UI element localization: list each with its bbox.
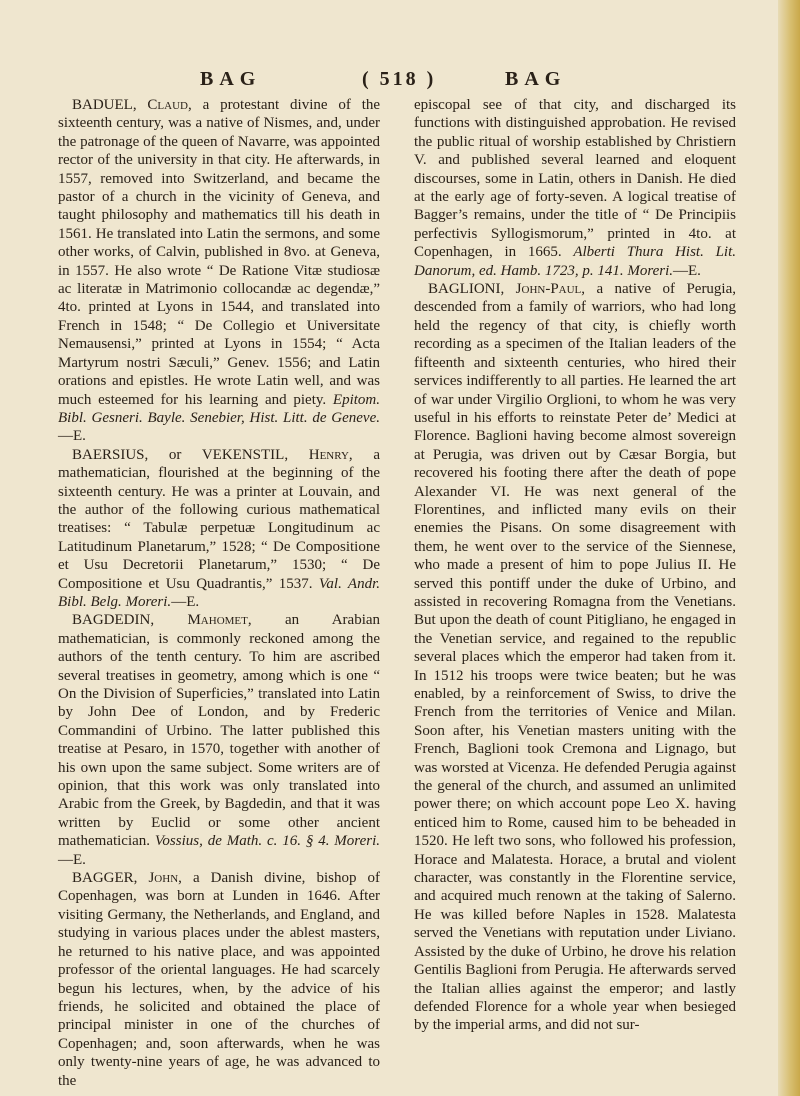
entry-references: Val. Andr. Bibl. Belg. Moreri. xyxy=(58,575,381,610)
left-column xyxy=(58,96,380,1090)
entry-given-name: Henry, xyxy=(308,446,353,463)
entry-baduel xyxy=(58,96,380,446)
entry-baersius xyxy=(58,446,380,612)
entry-given-name: John-Paul, xyxy=(515,281,586,298)
entry-given-name: Claud, xyxy=(147,97,192,113)
page-gilt-edge xyxy=(778,0,800,1096)
entry-text: a protestant divine of the sixteenth century, was a native of Nismes, and, under the patronage of the queen of Navarre, was appointed rector of the university in that city. He afterwards, in 1557, removed into Switzerland, and became the pastor of a church in the vicinity of Geneva, and taught philosophy and mathematics till his death in 1561. He translated into Latin the sermons, and some other works, of Calvin, published in 8vo. at Geneva, in 1557. He also wrote “ De Ratione Vitæ studiosæ ac literatæ in Matrimonio collocandæ ac degendæ,” 4to. printed at Lyons in 1544, and translated into French in 1548; “ De Collegio et Universitate Nemausensi,” printed at Lyons in 1554; “ Acta Martyrum nostri Sæculi,” Genev. 1556; and Latin orations and epistles. He wrote Latin well, and was much esteemed for his learning and piety. xyxy=(58,97,381,408)
running-header xyxy=(0,68,778,92)
entry-name: BAGGER, xyxy=(72,870,138,887)
right-column xyxy=(414,96,736,1035)
entry-text: a native of Perugia, descended from a family of warriors, who had long held the regency of that city, is chiefly worth recording as a specimen of the Italian leaders of the fifteenth and sixteenth centuries, who hired their services indifferently to all parties. He learned the art of war under Virgilio Orglioni, to whom he was very useful in his efforts to reinstate Peter de’ Medici at Florence. Baglioni having become almost sovereign at Perugia, was driven out by Cæsar Borgia, but recovered his footing there after the death of pope Alexander VI. He was next general of the Florentines, and inflicted many evils on their enemies the Pisans. On some disagreement with them, he went over to the service of the Siennese, who made a present of him to pope Julius II. He served this pontiff under the duke of Urbino, and assisted in recovering Romagna from the Venetians. But upon the death of count Pitigliano, he engaged in the Venetian service, and regained to the republic several places which the emperor had taken from it. In 1512 his troops were twice beaten; but he was enabled, by a reinforcement of Swiss, to drive the French from the territories of Venice and Milan. Soon after, his Venetian masters uniting with the French, Baglioni took Cremona and Lignago, but was worsted at Vicenza. He defended Perugia against the general of the church, and assumed an unlimited power there; on which account pope Leo X. having enticed him to Rome, caused him to be beheaded in 1520. He left two sons, who followed his profession, Horace and Malatesta. Horace, a brutal and violent character, was constantly in the Florentine service, and acquired much renown at the taking of Salerno. He was killed before Naples in 1528. Malatesta served the Venetians with reputation under Liviano. Assisted by the duke of Urbino, he drove his relation Gentilis Baglioni from Perugia. He afterwards served the Italian allies against the emperor; and lastly defended Florence for a whole year when besieged by the imperial arms, and did not sur- xyxy=(414,281,737,1034)
entry-text: an Arabian mathematician, is commonly reckoned among the authors of the tenth century. To him are ascribed several treatises in geometry, among which is one “ On the Division of Superficies,” translated into Latin by John Dee of London, and by Frederic Commandini of Urbino. The latter published this treatise at Pesaro, in 1570, together with another of his own upon the same subject. Some writers are of opinion, that this work was only translated into Arabic from the Greek, by Bagdedin, and that it was written by Euclid or some other ancient mathematician. xyxy=(58,612,381,850)
entry-given-name: Mahomet, xyxy=(187,612,252,629)
entry-name: BADUEL, xyxy=(72,97,137,113)
entry-bagger xyxy=(58,869,380,1090)
entry-references: Alberti Thura Hist. Lit. Danorum, ed. Hamb. 1723, p. 141. Moreri. xyxy=(414,244,736,279)
entry-signature: —E. xyxy=(171,593,200,610)
entry-references: Vossius, de Math. c. 16. § 4. Moreri. xyxy=(154,833,380,850)
entry-name: BAERSIUS, or VEKENSTIL, xyxy=(72,446,289,463)
page-number: ( 518 ) xyxy=(362,68,437,90)
header-right: BAG xyxy=(505,68,567,90)
entry-references: Epitom. Bibl. Gesneri. Bayle. Senebier, Hist. Litt. de Geneve. xyxy=(58,391,380,426)
entry-baglioni xyxy=(414,280,736,1035)
entry-name: BAGLIONI, xyxy=(428,281,505,298)
entry-bagdedin xyxy=(58,611,380,869)
header-left: BAG xyxy=(200,68,262,90)
entry-name: BAGDEDIN, xyxy=(72,612,155,629)
entry-signature: —E. xyxy=(58,851,86,868)
entry-given-name: John, xyxy=(148,870,182,887)
entry-signature: —E. xyxy=(58,428,86,445)
entry-text: a Danish divine, bishop of Copenhagen, was born at Lunden in 1646. After visiting Germany, the Netherlands, and England, and studying in various places under the ablest masters, he returned to his native place, and was appointed professor of the oriental languages. He had scarcely begun his lectures, when, by the advice of his friends, he solicited and obtained the place of principal minister in one of the churches of Copenhagen; and, soon afterwards, when he was only twenty-nine years of age, he was advanced to the xyxy=(58,870,380,1089)
entry-signature: —E. xyxy=(673,262,701,279)
entry-text: a mathematician, flourished at the beginning of the sixteenth century. He was a printer at Louvain, and the author of the following curious mathematical treatises: “ Tabulæ perpetuæ Longitudinum ac Latitudinum Planetarum,” 1528; “ De Compositione et Usu Decretorii Planetarum,” 1530; “ De Compositione et Usu Quadrantis,” 1537. xyxy=(58,446,380,592)
entry-text: episcopal see of that city, and discharged its functions with distinguished approbation. He revised the public ritual of worship established by Christiern V. and published several learned and eloquent discourses, some in Latin, others in Danish. He died at the early age of forty-seven. A logical treatise of Bagger’s remains, under the title of “ De Principiis perfectivis Syllogismorum,” printed in 4to. at Copenhagen, in 1665. xyxy=(414,97,736,261)
entry-bagger-continued xyxy=(414,96,736,280)
